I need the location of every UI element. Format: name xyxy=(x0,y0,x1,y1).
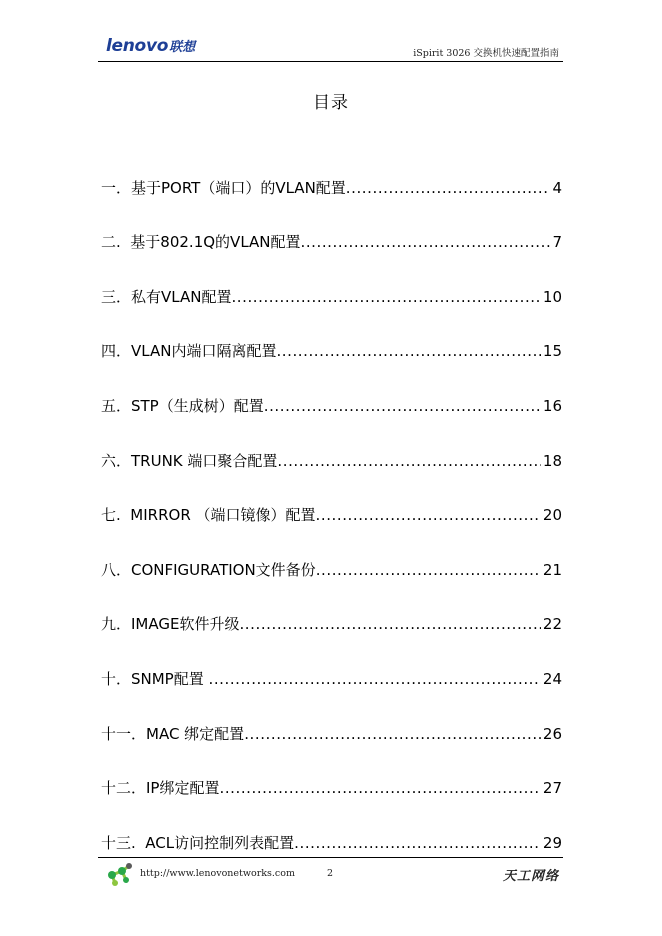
page-title: 目录 xyxy=(313,93,349,113)
toc-dot-leader xyxy=(264,399,541,414)
toc-dot-leader xyxy=(244,727,541,742)
toc-entry-page: 16 xyxy=(542,396,562,415)
table-of-contents xyxy=(101,141,562,851)
toc-dot-leader xyxy=(277,454,541,469)
toc-entry[interactable] xyxy=(101,414,562,469)
toc-dot-leader xyxy=(301,235,551,250)
toc-entry-label: 一．基于PORT（端口）的VLAN配置 xyxy=(101,178,346,197)
toc-dot-leader xyxy=(231,290,540,305)
toc-entry[interactable] xyxy=(101,687,562,742)
toc-entry[interactable] xyxy=(101,578,562,633)
lenovo-logo xyxy=(106,36,195,56)
toc-entry-label: 四．VLAN内端口隔离配置 xyxy=(101,342,277,361)
toc-dot-leader xyxy=(209,672,541,687)
toc-entry-page: 10 xyxy=(542,287,562,306)
toc-entry-page: 24 xyxy=(542,669,562,688)
toc-entry[interactable] xyxy=(101,796,562,851)
toc-entry-page: 21 xyxy=(542,560,562,579)
toc-entry[interactable] xyxy=(101,742,562,797)
network-nodes-icon xyxy=(104,861,134,887)
toc-entry-page: 7 xyxy=(552,233,562,252)
toc-entry-page: 18 xyxy=(542,451,562,470)
toc-entry[interactable] xyxy=(101,523,562,578)
toc-dot-leader xyxy=(239,617,540,632)
toc-entry[interactable] xyxy=(101,141,562,196)
page-footer xyxy=(98,857,563,887)
toc-entry-label: 十一．MAC 绑定配置 xyxy=(101,724,245,743)
footer-divider xyxy=(98,857,563,858)
toc-entry[interactable] xyxy=(101,250,562,305)
toc-entry[interactable] xyxy=(101,632,562,687)
toc-entry-label: 九．IMAGE软件升级 xyxy=(101,615,240,634)
toc-dot-leader xyxy=(346,181,551,196)
toc-entry-page: 15 xyxy=(542,342,562,361)
toc-entry[interactable] xyxy=(101,196,562,251)
toc-entry-page: 4 xyxy=(552,178,562,197)
header-doc-title: iSpirit 3026 交换机快速配置指南 xyxy=(413,48,559,59)
toc-entry-page: 22 xyxy=(542,615,562,634)
toc-entry-label: 十三. ACL访问控制列表配置 xyxy=(101,833,295,852)
toc-dot-leader xyxy=(316,508,541,523)
toc-dot-leader xyxy=(219,781,540,796)
toc-entry-label: 六．TRUNK 端口聚合配置 xyxy=(101,451,278,470)
toc-entry[interactable] xyxy=(101,359,562,414)
footer-url[interactable]: http://www.lenovonetworks.com xyxy=(140,868,295,879)
toc-dot-leader xyxy=(276,344,540,359)
toc-entry[interactable] xyxy=(101,305,562,360)
toc-entry-page: 26 xyxy=(542,724,562,743)
toc-entry-label: 二. 基于802.1Q的VLAN配置 xyxy=(101,233,301,252)
header-divider xyxy=(98,61,563,62)
toc-entry-label: 五．STP（生成树）配置 xyxy=(101,396,264,415)
footer-page-number: 2 xyxy=(327,868,334,879)
toc-entry-label: 十二．IP绑定配置 xyxy=(101,779,220,798)
toc-entry[interactable] xyxy=(101,469,562,524)
toc-dot-leader xyxy=(294,836,541,851)
toc-entry-label: 八．CONFIGURATION文件备份 xyxy=(101,560,316,579)
toc-entry-page: 20 xyxy=(542,506,562,525)
page-header xyxy=(98,34,563,62)
footer-brand: 天工网络 xyxy=(502,869,559,884)
logo-text: lenovo xyxy=(106,36,169,56)
toc-dot-leader xyxy=(316,563,541,578)
toc-entry-label: 十．SNMP配置 xyxy=(101,669,209,688)
toc-entry-page: 27 xyxy=(542,779,562,798)
toc-entry-page: 29 xyxy=(542,833,562,852)
toc-entry-label: 三．私有VLAN配置 xyxy=(101,287,232,306)
logo-cn: 联想 xyxy=(169,40,196,55)
toc-entry-label: 七. MIRROR （端口镜像）配置 xyxy=(101,506,316,525)
